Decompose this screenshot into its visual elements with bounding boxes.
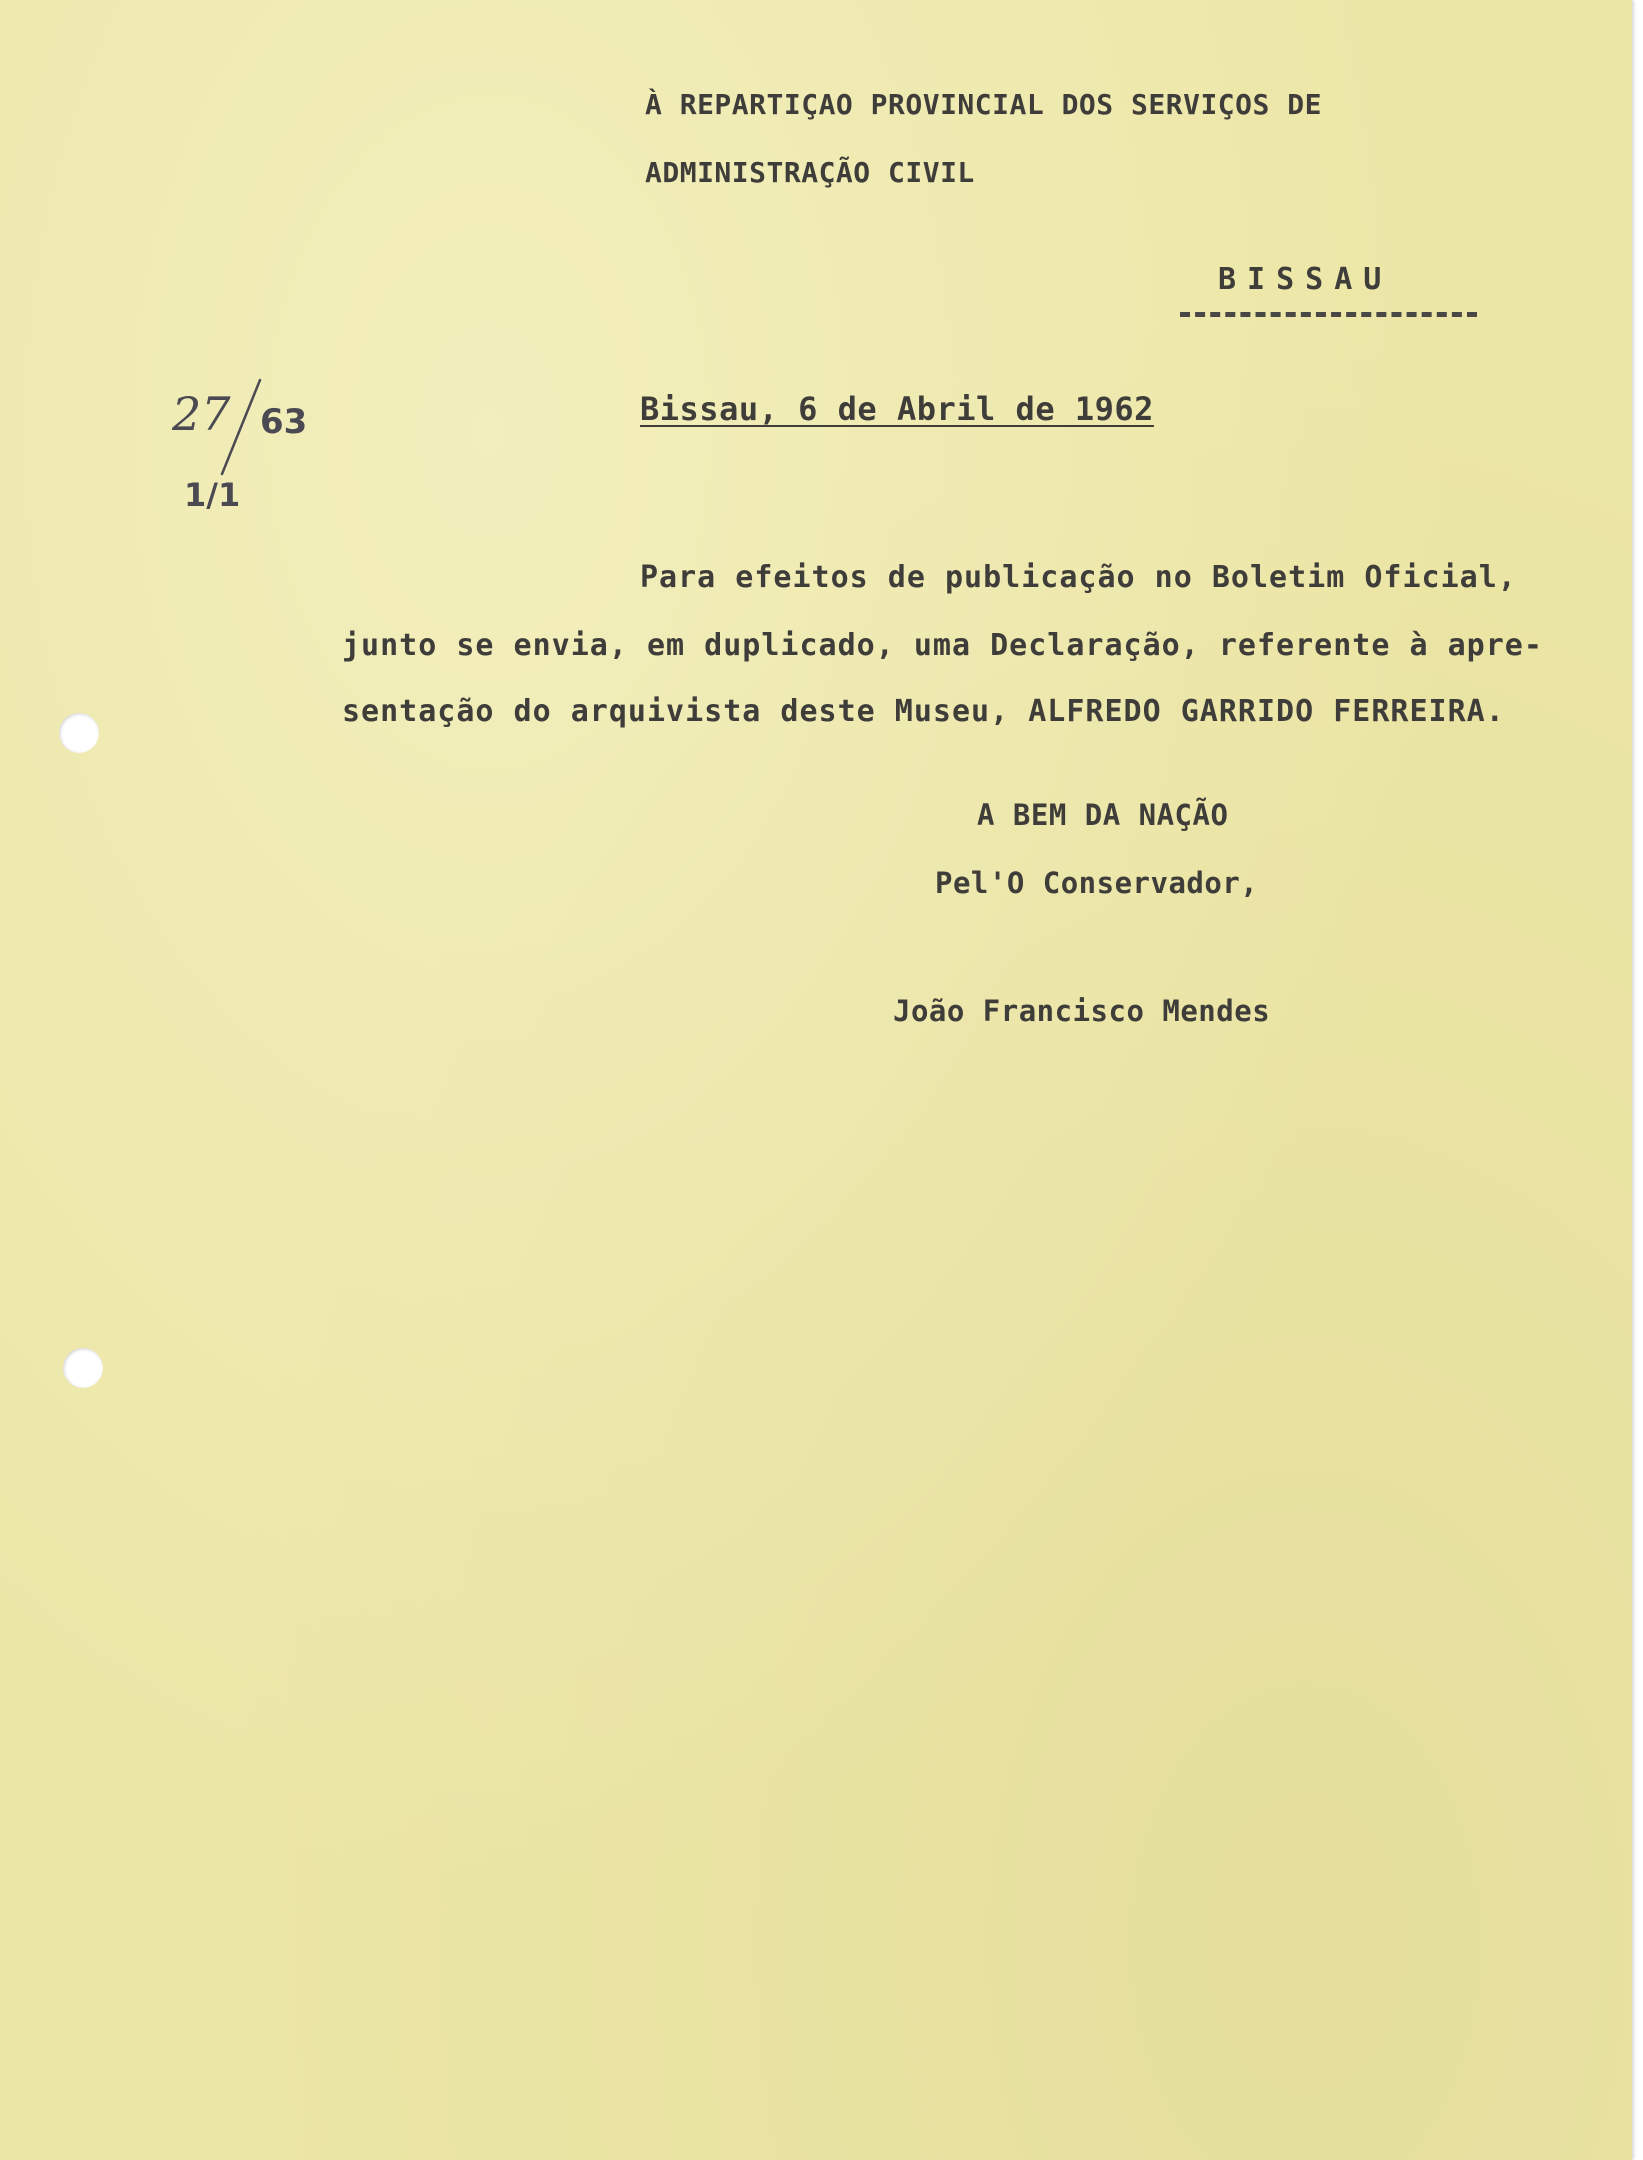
- city-heading: BISSAU: [1218, 262, 1393, 297]
- punch-hole-bottom: [63, 1348, 103, 1388]
- recipient-line-2: ADMINISTRAÇÃO CIVIL: [645, 156, 975, 189]
- handwritten-reference-number: 27: [172, 387, 231, 441]
- city-underline: [1180, 312, 1477, 317]
- closing-role: Pel'O Conservador,: [935, 866, 1259, 900]
- body-line-1: Para efeitos de publicação no Boletim Oficial,: [640, 560, 1517, 595]
- handwritten-reference-mark: [170, 372, 265, 482]
- signer-name: João Francisco Mendes: [893, 994, 1271, 1028]
- punch-hole-top: [59, 713, 99, 753]
- reference-number-stamped: 63: [260, 402, 308, 442]
- body-line-3: sentação do arquivista deste Museu, ALFREDO GARRIDO FERREIRA.: [342, 694, 1505, 729]
- recipient-line-1: À REPARTIÇAO PROVINCIAL DOS SERVIÇOS DE: [645, 88, 1322, 121]
- date-line: Bissau, 6 de Abril de 1962: [640, 390, 1154, 428]
- body-line-2: junto se envia, em duplicado, uma Declaração, referente à apre-: [342, 628, 1543, 663]
- page-marker: 1/1: [184, 476, 241, 514]
- closing-salutation: A BEM DA NAÇÃO: [977, 798, 1229, 832]
